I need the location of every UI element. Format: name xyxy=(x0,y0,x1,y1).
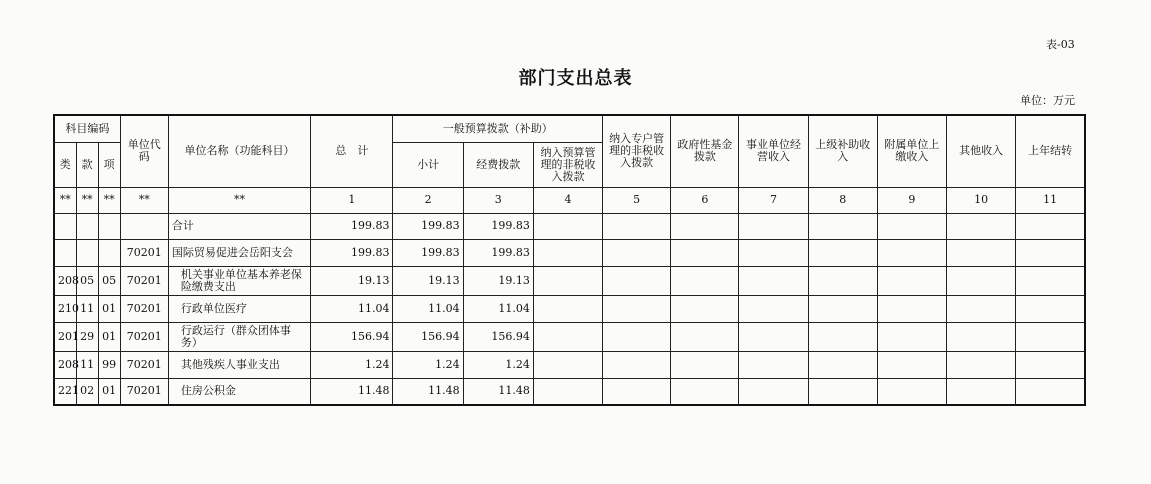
header-funding: 经费拨款 xyxy=(463,142,533,187)
code-cell: 4 xyxy=(533,187,602,213)
cell-kuan xyxy=(76,239,98,266)
cell-xiang: 01 xyxy=(98,322,120,351)
code-cell: 10 xyxy=(946,187,1015,213)
cell-xiang xyxy=(98,239,120,266)
code-row xyxy=(54,187,1085,213)
cell-lei: 221 xyxy=(54,378,76,405)
cell-funding: 199.83 xyxy=(463,213,533,239)
code-cell: 1 xyxy=(311,187,393,213)
code-cell: ** xyxy=(76,187,98,213)
cell-subtotal: 11.04 xyxy=(393,295,463,322)
cell-unit-code: 70201 xyxy=(120,239,168,266)
code-cell: ** xyxy=(98,187,120,213)
cell-total: 199.83 xyxy=(311,239,393,266)
cell-xiang: 05 xyxy=(98,266,120,295)
cell-funding: 1.24 xyxy=(463,351,533,378)
cell-unit-name: 行政运行（群众团体事务） xyxy=(168,322,310,351)
header-unit-name: 单位名称（功能科目） xyxy=(168,115,310,187)
header-superior-subsidy: 上级补助收入 xyxy=(808,115,877,187)
cell-funding: 156.94 xyxy=(463,322,533,351)
header-business-income: 事业单位经营收入 xyxy=(739,115,808,187)
table-row xyxy=(54,266,1085,295)
table-row xyxy=(54,378,1085,405)
cell-unit-name: 合计 xyxy=(168,213,310,239)
cell-unit-code: 70201 xyxy=(120,322,168,351)
header-subtotal: 小计 xyxy=(393,142,463,187)
cell-unit-code: 70201 xyxy=(120,378,168,405)
code-cell: 11 xyxy=(1016,187,1085,213)
page-title: 部门支出总表 xyxy=(518,68,633,89)
code-cell: 6 xyxy=(671,187,739,213)
code-cell: 5 xyxy=(603,187,671,213)
code-cell: 9 xyxy=(877,187,946,213)
cell-kuan: 05 xyxy=(76,266,98,295)
cell-unit-name: 住房公积金 xyxy=(168,378,310,405)
header-gov-fund: 政府性基金拨款 xyxy=(671,115,739,187)
cell-total: 1.24 xyxy=(311,351,393,378)
cell-kuan: 11 xyxy=(76,351,98,378)
cell-xiang xyxy=(98,213,120,239)
cell-subtotal: 1.24 xyxy=(393,351,463,378)
header-other-income: 其他收入 xyxy=(946,115,1015,187)
cell-kuan: 02 xyxy=(76,378,98,405)
header-subject-code: 科目编码 xyxy=(54,115,120,142)
table-row xyxy=(54,295,1085,322)
cell-subtotal: 11.48 xyxy=(393,378,463,405)
table-row xyxy=(54,351,1085,378)
expenditure-table xyxy=(53,114,1086,406)
form-number: 表-03 xyxy=(1046,38,1075,51)
code-cell: 7 xyxy=(739,187,808,213)
cell-funding: 19.13 xyxy=(463,266,533,295)
cell-subtotal: 19.13 xyxy=(393,266,463,295)
cell-funding: 199.83 xyxy=(463,239,533,266)
table-row xyxy=(54,322,1085,351)
cell-unit-code xyxy=(120,213,168,239)
cell-lei xyxy=(54,239,76,266)
cell-subtotal: 199.83 xyxy=(393,213,463,239)
cell-total: 19.13 xyxy=(311,266,393,295)
table-row xyxy=(54,239,1085,266)
cell-funding: 11.04 xyxy=(463,295,533,322)
header-carryover: 上年结转 xyxy=(1016,115,1085,187)
cell-funding: 11.48 xyxy=(463,378,533,405)
header-xiang: 项 xyxy=(98,142,120,187)
cell-unit-name: 行政单位医疗 xyxy=(168,295,310,322)
header-total: 总 计 xyxy=(311,115,393,187)
cell-lei xyxy=(54,213,76,239)
cell-kuan xyxy=(76,213,98,239)
cell-lei: 208 xyxy=(54,351,76,378)
header-nontax-special: 纳入专户管理的非税收入拨款 xyxy=(603,115,671,187)
cell-xiang: 01 xyxy=(98,378,120,405)
unit-label: 单位：万元 xyxy=(1020,94,1075,107)
cell-total: 199.83 xyxy=(311,213,393,239)
table-row xyxy=(54,213,1085,239)
header-lei: 类 xyxy=(54,142,76,187)
cell-unit-code: 70201 xyxy=(120,295,168,322)
cell-lei: 201 xyxy=(54,322,76,351)
code-cell: 2 xyxy=(393,187,463,213)
cell-unit-name: 国际贸易促进会岳阳支会 xyxy=(168,239,310,266)
code-cell: ** xyxy=(120,187,168,213)
header-general-budget: 一般预算拨款（补助） xyxy=(393,115,603,142)
cell-subtotal: 156.94 xyxy=(393,322,463,351)
cell-subtotal: 199.83 xyxy=(393,239,463,266)
header-kuan: 款 xyxy=(76,142,98,187)
cell-lei: 210 xyxy=(54,295,76,322)
cell-total: 11.48 xyxy=(311,378,393,405)
cell-unit-code: 70201 xyxy=(120,266,168,295)
cell-total: 156.94 xyxy=(311,322,393,351)
cell-unit-name: 机关事业单位基本养老保险缴费支出 xyxy=(168,266,310,295)
cell-kuan: 11 xyxy=(76,295,98,322)
code-cell: 3 xyxy=(463,187,533,213)
header-nontax-in-budget: 纳入预算管理的非税收入拨款 xyxy=(533,142,602,187)
cell-unit-name: 其他残疾人事业支出 xyxy=(168,351,310,378)
header-affiliated-income: 附属单位上缴收入 xyxy=(877,115,946,187)
cell-xiang: 99 xyxy=(98,351,120,378)
cell-lei: 208 xyxy=(54,266,76,295)
header-unit-code: 单位代码 xyxy=(120,115,168,187)
cell-total: 11.04 xyxy=(311,295,393,322)
code-cell: ** xyxy=(168,187,310,213)
cell-kuan: 29 xyxy=(76,322,98,351)
code-cell: ** xyxy=(54,187,76,213)
code-cell: 8 xyxy=(808,187,877,213)
cell-xiang: 01 xyxy=(98,295,120,322)
cell-unit-code: 70201 xyxy=(120,351,168,378)
